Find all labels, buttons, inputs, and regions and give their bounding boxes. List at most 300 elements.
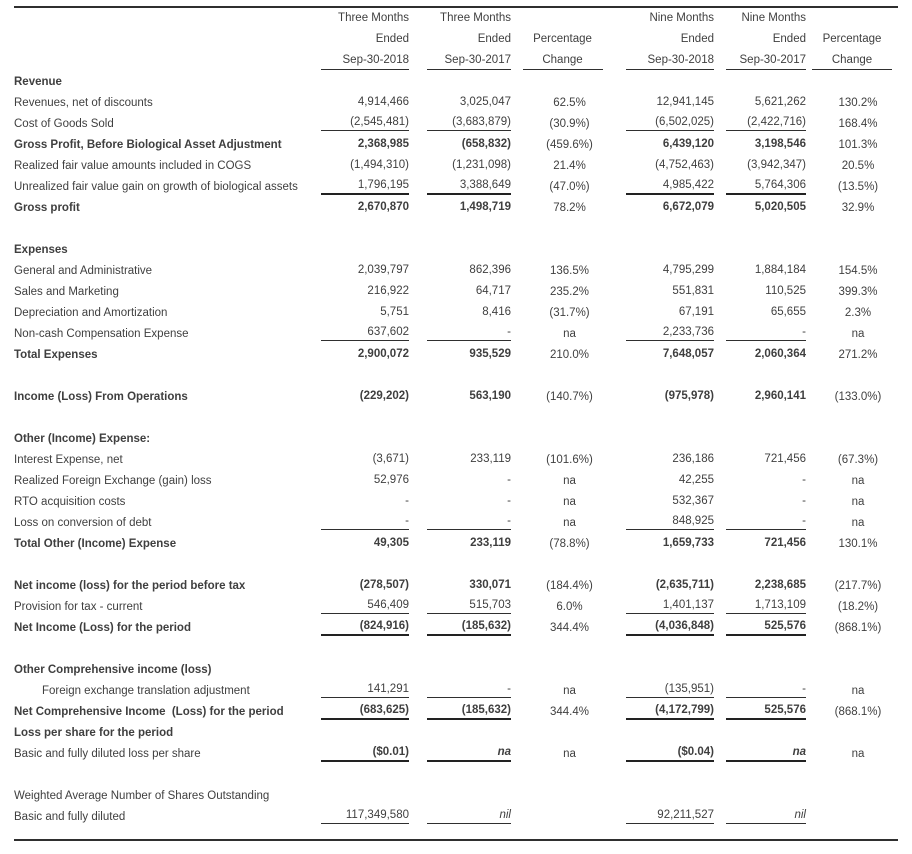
percentage-cell: (101.6%) (546, 453, 593, 466)
percentage-cell: 210.0% (549, 348, 589, 361)
value-text (321, 797, 409, 799)
value-text: (3,671) (372, 452, 409, 465)
value-text (726, 251, 806, 253)
table-row (14, 659, 898, 680)
value-cell (714, 92, 806, 113)
percentage-cell: (78.8%) (549, 537, 590, 550)
value-cell (409, 92, 511, 113)
value-cell (310, 743, 409, 764)
row-label: Gross profit (14, 201, 80, 214)
table-row (14, 176, 898, 197)
blank-row-spacer (14, 365, 898, 386)
row-label: Other Comprehensive income (loss) (14, 663, 212, 676)
percentage-cell (806, 806, 898, 827)
value-cell (714, 239, 806, 260)
value-text: (4,036,848) (626, 620, 714, 636)
value-text: 4,795,299 (662, 263, 714, 276)
percentage-cell: (18.2%) (837, 600, 879, 613)
column-header-2 (409, 8, 511, 71)
value-text: 515,703 (427, 599, 511, 614)
value-text: 2,960,141 (754, 389, 806, 402)
table-row (14, 365, 898, 386)
percentage-cell: 136.5% (549, 264, 589, 277)
table-row (14, 239, 898, 260)
table-row (14, 92, 898, 113)
column-header-period: Sep-30-2017 (726, 51, 806, 70)
value-text: 233,119 (470, 452, 511, 465)
percentage-cell: na (563, 474, 576, 487)
value-text: 3,198,546 (754, 137, 806, 150)
percentage-cell: 130.2% (838, 96, 878, 109)
value-cell (714, 386, 806, 407)
column-header-text: Ended (375, 33, 409, 45)
value-text: 64,717 (475, 284, 511, 297)
value-cell (614, 575, 714, 596)
value-cell (310, 239, 409, 260)
value-cell (310, 512, 409, 533)
value-text: 7,648,057 (662, 347, 714, 360)
value-text (427, 797, 511, 799)
table-row (14, 638, 898, 659)
value-cell (409, 575, 511, 596)
percentage-cell: 154.5% (838, 264, 878, 277)
percentage-cell: (30.9%) (549, 117, 590, 130)
value-cell (714, 596, 806, 617)
value-text (626, 734, 714, 736)
row-label: Basic and fully diluted (14, 810, 126, 823)
value-text: - (726, 683, 806, 698)
column-header-period: Sep-30-2017 (427, 51, 511, 70)
value-cell (409, 155, 511, 176)
value-cell (614, 134, 714, 155)
row-label: Loss per share for the period (14, 726, 174, 739)
value-text (427, 251, 511, 253)
value-text: 1,796,195 (321, 179, 409, 195)
column-header-period: Sep-30-2018 (626, 51, 714, 70)
value-cell (310, 659, 409, 680)
value-text: (1,494,310) (350, 158, 409, 171)
value-cell (614, 617, 714, 638)
value-cell (409, 470, 511, 491)
percentage-cell: na (563, 747, 576, 760)
table-row (14, 722, 898, 743)
percentage-cell: 168.4% (838, 117, 878, 130)
table-row (14, 512, 898, 533)
value-text: (185,632) (427, 704, 511, 720)
value-text: 330,071 (469, 578, 511, 591)
row-label: Revenues, net of discounts (14, 96, 153, 109)
percentage-cell: na (563, 516, 576, 529)
value-text: 637,602 (321, 326, 409, 341)
row-label: Weighted Average Number of Shares Outstanding (14, 789, 270, 802)
value-text: (2,635,711) (655, 578, 714, 591)
value-cell (409, 533, 511, 554)
value-cell (409, 302, 511, 323)
table-row (14, 533, 898, 554)
value-text: 4,985,422 (626, 179, 714, 195)
value-text: (3,683,879) (427, 116, 511, 131)
column-header-6 (806, 8, 898, 71)
financial-statement-sheet (14, 0, 898, 841)
value-text: (824,916) (321, 620, 409, 636)
value-cell (714, 344, 806, 365)
value-text (626, 83, 714, 85)
value-cell (409, 281, 511, 302)
value-text: ($0.01) (321, 746, 409, 762)
table-row (14, 764, 898, 785)
value-text: nil (427, 809, 511, 824)
column-header-5 (714, 8, 806, 71)
value-cell (614, 260, 714, 281)
value-text: 1,713,109 (726, 599, 806, 614)
table-row (14, 596, 898, 617)
value-cell (614, 596, 714, 617)
value-text: 141,291 (321, 683, 409, 698)
percentage-cell (511, 806, 614, 827)
table-row (14, 575, 898, 596)
value-text: 5,020,505 (754, 200, 806, 213)
row-label: Total Other (Income) Expense (14, 537, 177, 550)
value-cell (714, 428, 806, 449)
percentage-cell: 344.4% (549, 621, 589, 634)
value-text: na (427, 746, 511, 762)
percentage-cell: na (851, 474, 865, 487)
value-text: - (507, 473, 511, 486)
percentage-cell: na (563, 684, 576, 697)
value-text: 546,409 (321, 599, 409, 614)
value-cell (409, 197, 511, 218)
value-text: nil (726, 809, 806, 824)
value-text (427, 734, 511, 736)
row-label: Interest Expense, net (14, 453, 123, 466)
percentage-cell: 62.5% (553, 96, 586, 109)
value-cell (614, 92, 714, 113)
value-cell (409, 449, 511, 470)
value-cell (310, 71, 409, 92)
value-text: (185,632) (427, 620, 511, 636)
row-label: Basic and fully diluted loss per share (14, 747, 201, 760)
value-cell (310, 302, 409, 323)
column-header-period: Sep-30-2018 (321, 51, 409, 70)
value-cell (714, 785, 806, 806)
value-text: 551,831 (672, 284, 714, 297)
income-statement-table (14, 8, 898, 827)
value-cell (714, 323, 806, 344)
value-text: 5,751 (380, 305, 409, 318)
value-text: (229,202) (359, 389, 409, 402)
percentage-cell: na (563, 327, 576, 340)
value-cell (614, 785, 714, 806)
value-cell (310, 323, 409, 344)
value-cell (714, 470, 806, 491)
value-cell (310, 113, 409, 134)
blank-row-spacer (14, 638, 898, 659)
value-text: 236,186 (672, 452, 714, 465)
column-header-text (806, 8, 898, 29)
percentage-cell: (184.4%) (546, 579, 593, 592)
value-text (321, 734, 409, 736)
value-cell (409, 344, 511, 365)
value-cell (614, 176, 714, 197)
percentage-cell: 399.3% (838, 285, 878, 298)
column-header-text: Nine Months (649, 12, 714, 24)
value-cell (409, 71, 511, 92)
percentage-cell (806, 659, 898, 680)
value-text: 1,659,733 (662, 536, 714, 549)
value-text: 5,621,262 (754, 95, 806, 108)
table-row (14, 323, 898, 344)
value-text: (278,507) (359, 578, 409, 591)
table-row (14, 260, 898, 281)
value-cell (714, 113, 806, 134)
value-text: - (405, 494, 409, 507)
value-cell (310, 617, 409, 638)
percentage-cell: 344.4% (549, 705, 589, 718)
value-cell (409, 323, 511, 344)
value-text: 110,525 (765, 284, 806, 297)
percentage-cell: (217.7%) (834, 579, 882, 592)
value-text (626, 440, 714, 442)
value-cell (614, 155, 714, 176)
value-text: 65,655 (770, 305, 806, 318)
value-text (427, 83, 511, 85)
value-text: 1,498,719 (459, 200, 511, 213)
value-cell (310, 722, 409, 743)
percentage-cell (806, 785, 898, 806)
value-text (321, 83, 409, 85)
value-text: - (726, 515, 806, 530)
value-text: 721,456 (764, 536, 806, 549)
table-row (14, 344, 898, 365)
table-header-row (14, 8, 898, 71)
blank-row-spacer (14, 407, 898, 428)
row-label: Gross Profit, Before Biological Asset Adjustment (14, 138, 282, 151)
value-cell (310, 806, 409, 827)
row-label: Provision for tax - current (14, 600, 143, 613)
value-cell (614, 71, 714, 92)
value-cell (310, 344, 409, 365)
percentage-cell (806, 722, 898, 743)
column-header-1 (310, 8, 409, 71)
percentage-cell: 20.5% (841, 159, 875, 172)
percentage-cell: 6.0% (556, 600, 583, 613)
table-header (14, 8, 898, 71)
table-row (14, 428, 898, 449)
table-row (14, 218, 898, 239)
blank-row-spacer (14, 218, 898, 239)
row-label: General and Administrative (14, 264, 153, 277)
value-cell (714, 512, 806, 533)
row-label: Total Expenses (14, 348, 98, 361)
percentage-cell: na (851, 327, 865, 340)
table-row (14, 134, 898, 155)
value-cell (714, 281, 806, 302)
column-header-text: Percentage (822, 33, 882, 45)
value-text: 92,211,527 (626, 809, 714, 824)
value-cell (310, 197, 409, 218)
row-label: Unrealized fair value gain on growth of biological assets (14, 180, 298, 193)
value-text (321, 251, 409, 253)
percentage-cell: 32.9% (841, 201, 875, 214)
value-text: 6,439,120 (662, 137, 714, 150)
percentage-cell: (13.5%) (837, 180, 879, 193)
table-row (14, 113, 898, 134)
percentage-cell: (140.7%) (546, 390, 593, 403)
value-cell (409, 113, 511, 134)
value-text: (658,832) (461, 137, 511, 150)
value-cell (409, 176, 511, 197)
value-cell (409, 785, 511, 806)
table-row (14, 71, 898, 92)
percentage-cell (511, 239, 614, 260)
column-header-text: Ended (680, 33, 714, 45)
value-cell (614, 680, 714, 701)
value-text: 42,255 (678, 473, 714, 486)
value-text (321, 440, 409, 442)
value-cell (409, 512, 511, 533)
percentage-cell: (459.6%) (546, 138, 593, 151)
value-cell (409, 596, 511, 617)
table-row (14, 449, 898, 470)
percentage-cell: 2.3% (844, 306, 872, 319)
table-row (14, 491, 898, 512)
blank-row-spacer (14, 554, 898, 575)
value-text: 563,190 (469, 389, 511, 402)
percentage-cell: (133.0%) (834, 390, 882, 403)
value-cell (714, 680, 806, 701)
blank-row-spacer (14, 764, 898, 785)
row-label: Cost of Goods Sold (14, 117, 114, 130)
header-label-spacer (14, 8, 310, 71)
value-text: (135,951) (626, 683, 714, 698)
table-row (14, 554, 898, 575)
value-text (427, 440, 511, 442)
column-header-text: Nine Months (741, 12, 806, 24)
percentage-cell: na (851, 747, 865, 760)
percentage-cell: 130.1% (838, 537, 878, 550)
value-cell (310, 701, 409, 722)
value-cell (714, 533, 806, 554)
value-text: ($0.04) (626, 746, 714, 762)
value-cell (310, 785, 409, 806)
row-label: Net Income (Loss) for the period (14, 621, 191, 634)
value-cell (310, 470, 409, 491)
value-cell (714, 491, 806, 512)
row-label: Other (Income) Expense: (14, 432, 151, 445)
table-row (14, 785, 898, 806)
value-text: 2,039,797 (357, 263, 409, 276)
value-text: (1,231,098) (452, 158, 511, 171)
bottom-rule (14, 839, 898, 841)
value-cell (310, 449, 409, 470)
row-label: Realized fair value amounts included in COGS (14, 159, 252, 172)
percentage-cell: (31.7%) (549, 306, 590, 319)
value-text (726, 83, 806, 85)
value-cell (714, 575, 806, 596)
table-row (14, 617, 898, 638)
value-cell (614, 743, 714, 764)
value-cell (614, 806, 714, 827)
value-cell (310, 428, 409, 449)
value-cell (409, 743, 511, 764)
value-cell (409, 806, 511, 827)
value-text: - (802, 473, 806, 486)
value-text: - (802, 494, 806, 507)
percentage-cell: (67.3%) (837, 453, 879, 466)
value-cell (714, 743, 806, 764)
value-cell (614, 428, 714, 449)
value-text: 721,456 (764, 452, 806, 465)
value-cell (409, 428, 511, 449)
value-text: (6,502,025) (626, 116, 714, 131)
percentage-cell (511, 722, 614, 743)
value-cell (310, 533, 409, 554)
value-text (726, 440, 806, 442)
table-row (14, 806, 898, 827)
value-cell (614, 302, 714, 323)
row-label: Depreciation and Amortization (14, 306, 168, 319)
value-cell (714, 617, 806, 638)
column-header-text: Ended (772, 33, 806, 45)
value-cell (409, 722, 511, 743)
value-text: - (427, 683, 511, 698)
value-cell (409, 239, 511, 260)
value-text: - (427, 326, 511, 341)
value-cell (714, 449, 806, 470)
column-header-4 (614, 8, 714, 71)
value-cell (614, 281, 714, 302)
row-label: Realized Foreign Exchange (gain) loss (14, 474, 212, 487)
value-cell (614, 491, 714, 512)
value-cell (614, 512, 714, 533)
value-cell (409, 680, 511, 701)
value-cell (409, 491, 511, 512)
column-header-period: Change (523, 51, 603, 70)
table-row (14, 470, 898, 491)
percentage-cell: 271.2% (838, 348, 878, 361)
value-cell (714, 197, 806, 218)
value-cell (310, 491, 409, 512)
value-text: 1,884,184 (754, 263, 806, 276)
value-cell (714, 260, 806, 281)
row-label: Net income (loss) for the period before tax (14, 579, 246, 592)
percentage-cell: (47.0%) (549, 180, 590, 193)
percentage-cell: na (851, 684, 865, 697)
value-cell (614, 659, 714, 680)
value-text (321, 671, 409, 673)
value-cell (409, 701, 511, 722)
value-cell (614, 323, 714, 344)
value-text: 862,396 (469, 263, 511, 276)
value-cell (409, 260, 511, 281)
value-cell (614, 197, 714, 218)
value-text: (975,978) (664, 389, 714, 402)
value-text: 2,670,870 (357, 200, 409, 213)
value-text: - (321, 515, 409, 530)
table-row (14, 197, 898, 218)
percentage-cell: 101.3% (838, 138, 878, 151)
table-row (14, 701, 898, 722)
value-cell (614, 344, 714, 365)
column-header-text: Percentage (533, 33, 592, 45)
value-text: 233,119 (470, 536, 511, 549)
value-text: 2,238,685 (754, 578, 806, 591)
value-text: 1,401,137 (626, 599, 714, 614)
value-text: 4,914,466 (357, 95, 409, 108)
value-cell (310, 575, 409, 596)
value-cell (310, 92, 409, 113)
value-text: (4,172,799) (626, 704, 714, 720)
